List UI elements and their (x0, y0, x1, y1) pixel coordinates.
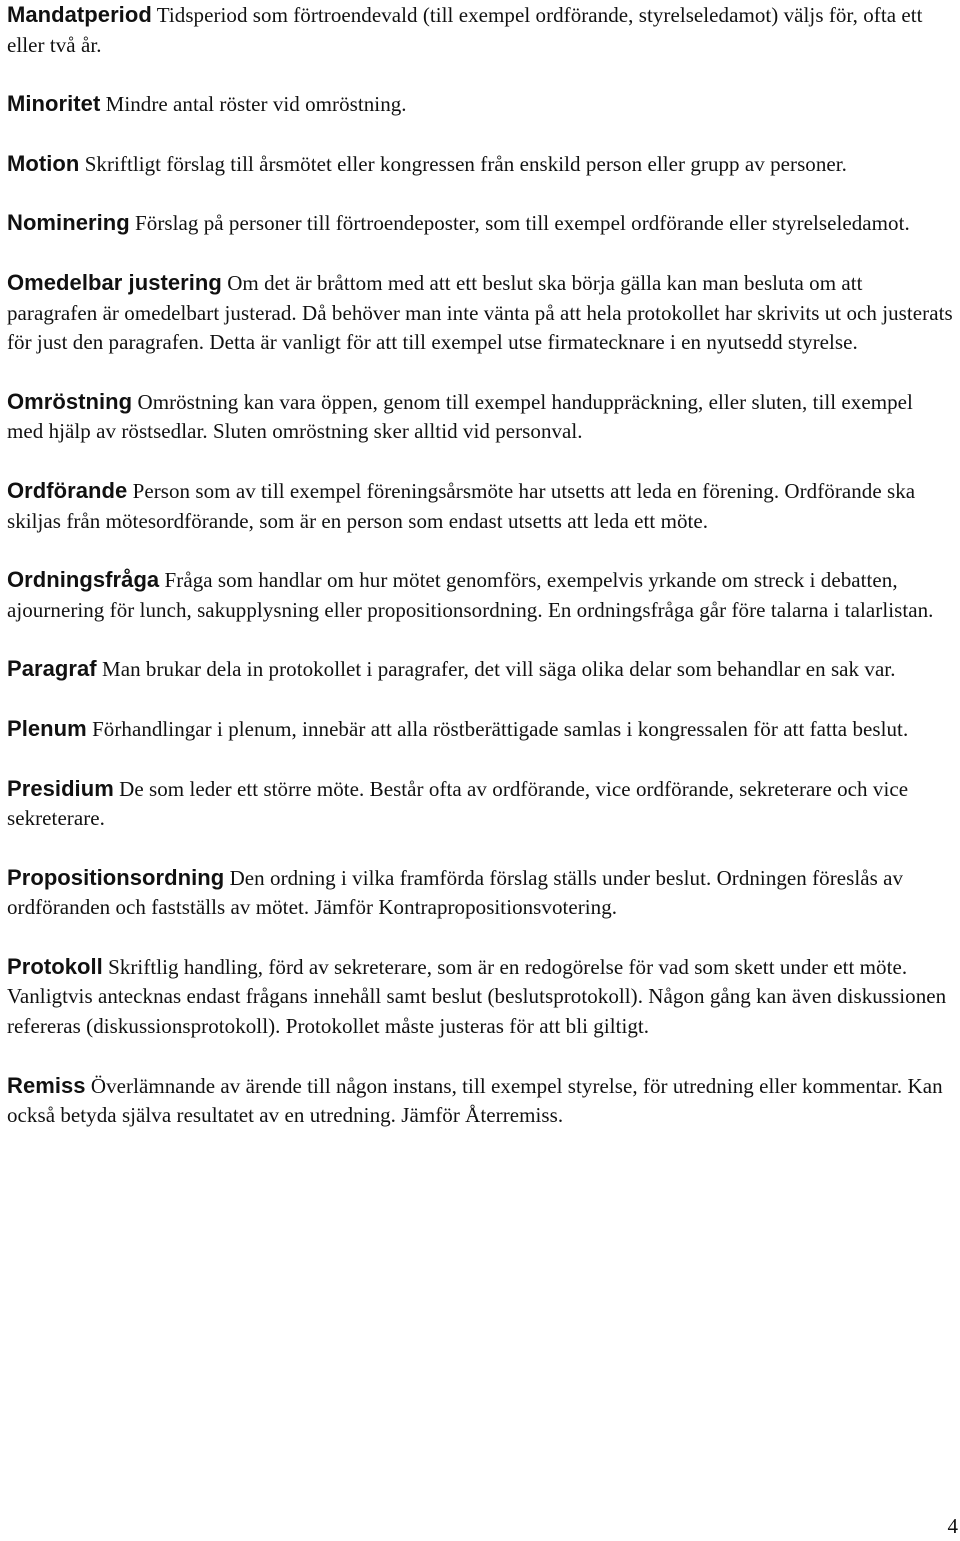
glossary-entry-minoritet (7, 89, 953, 120)
glossary-entry-omrostning (7, 387, 953, 447)
term-label: Omröstning (7, 388, 133, 414)
glossary-entry-omedelbar-justering (7, 268, 953, 358)
term-definition: Fråga som handlar om hur mötet genomförs, exempelvis yrkande om streck i debatten, ajournering för lunch, sakupplysning eller propositionsordning. En ordningsfråga går före talarna i talarlistan. (7, 568, 934, 622)
glossary-entry-plenum (7, 714, 953, 745)
term-label: Omedelbar justering (7, 269, 222, 295)
glossary-entry-propositionsordning (7, 863, 953, 923)
term-definition: Skriftlig handling, förd av sekreterare, som är en redogörelse för vad som skett under ett möte. Vanligtvis antecknas endast frågans innehåll samt beslut (beslutsprotokoll). Någon gång kan även diskussionen refereras (diskussionsprotokoll). Protokollet måste justeras för att bli giltigt. (7, 954, 947, 1039)
glossary-entry-ordforande (7, 476, 953, 536)
glossary-entry-remiss (7, 1071, 953, 1131)
glossary-entry-motion (7, 149, 953, 180)
term-label: Mandatperiod (7, 2, 152, 27)
term-definition: Tidsperiod som förtroendevald (till exempel ordförande, styrelseledamot) väljs för, ofta ett eller två år. (7, 3, 923, 57)
term-label: Ordningsfråga (7, 567, 160, 593)
term-label: Protokoll (7, 953, 103, 979)
term-definition: De som leder ett större möte. Består ofta av ordförande, vice ordförande, sekreterare och vice sekreterare. (7, 776, 909, 831)
term-definition: Man brukar dela in protokollet i paragrafer, det vill säga olika delar som behandlar en sak var. (101, 657, 896, 682)
term-definition: Omröstning kan vara öppen, genom till exempel handuppräckning, eller sluten, till exempel med hjälp av röstsedlar. Sluten omröstning sker alltid vid personval. (7, 389, 913, 444)
term-definition: Förhandlingar i plenum, innebär att alla röstberättigade samlas i kongressalen för att fatta beslut. (92, 716, 909, 741)
glossary (7, 0, 953, 1160)
term-label: Paragraf (7, 656, 97, 682)
term-definition: Den ordning i vilka framförda förslag ställs under beslut. Ordningen föreslås av ordföranden och fastställs av mötet. Jämför Kontrapropositionsvotering. (7, 865, 904, 920)
term-label: Plenum (7, 715, 87, 741)
term-label: Minoritet (7, 91, 101, 117)
glossary-entry-paragraf (7, 654, 953, 685)
term-definition: Skriftligt förslag till årsmötet eller kongressen från enskild person eller grupp av personer. (84, 151, 847, 176)
term-definition: Överlämnande av ärende till någon instans, till exempel styrelse, för utredning eller kommentar. Kan också betyda själva resultatet av en utredning. Jämför Återremiss. (7, 1073, 943, 1128)
term-label: Ordförande (7, 477, 128, 503)
term-definition: Om det är bråttom med att ett beslut ska börja gälla kan man besluta om att paragrafen är omedelbart justerad. Då behöver man inte vänta på att hela protokollet har skrivits ut och justerats för just den paragrafen. Detta är vanligt för att till exempel utse firmatecknare i en nyutsedd styrelse. (7, 270, 953, 355)
term-label: Presidium (7, 775, 114, 801)
term-definition: Mindre antal röster vid omröstning. (105, 92, 407, 117)
term-label: Nominering (7, 210, 130, 236)
glossary-entry-nominering (7, 208, 953, 239)
glossary-entry-ordningsfraga (7, 565, 953, 625)
term-definition: Förslag på personer till förtroendeposter, som till exempel ordförande eller styrelseledamot. (135, 211, 910, 236)
term-label: Motion (7, 150, 80, 176)
term-label: Propositionsordning (7, 864, 225, 890)
term-definition: Person som av till exempel föreningsårsmöte har utsetts att leda en förening. Ordförande ska skiljas från mötesordförande, som är en person som endast utsetts att leda ett möte. (7, 478, 916, 533)
glossary-entry-presidium (7, 774, 953, 834)
glossary-entry-protokoll (7, 952, 953, 1042)
term-label: Remiss (7, 1072, 86, 1098)
page-number: 4 (947, 1514, 958, 1538)
glossary-entry-mandatperiod (7, 0, 953, 60)
